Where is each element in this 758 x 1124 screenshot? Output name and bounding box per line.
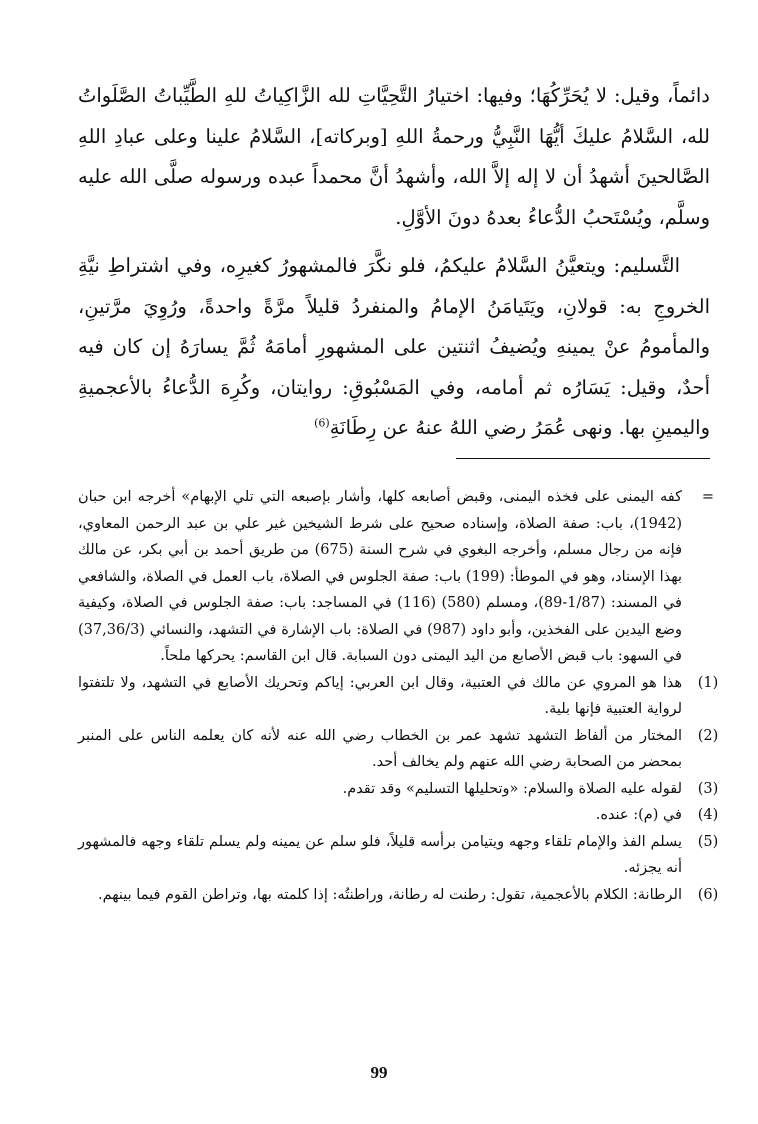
page-number: 99: [370, 1063, 388, 1082]
footnote-item: [78, 829, 734, 882]
footnote-text: يسلم الفذ والإمام تلقاء وجهه ويتيامن برأسه قليلاً، فلو سلم عن يمينه ولم يسلم تلقاء وجهه فالمشهور أنه يجزئه.: [78, 833, 682, 876]
footnote-mark: (3): [697, 780, 719, 797]
footnote-continuation: [78, 484, 734, 670]
main-text: [78, 76, 710, 449]
footnote-separator: [456, 458, 710, 459]
footnote-text: كفه اليمنى على فخذه اليمنى، وقبض أصابعه كلها، وأشار بإصبعه التي تلي الإبهام» أخرجه ابن حبان (1942)، باب: صفة الصلاة، وإسناده صحيح على شرط الشيخين غير علي بن عبد الرحمن المعاوي، فإنه من رجال مسلم، وأخرجه البغوي في شرح السنة (675) من طريق أحمد بن أبي بكر، عن مالك بهذا الإسناد، وهو في الموطأ: (199) باب: صفة الجلوس في الصلاة، باب العمل في الصلاة، والشافعي في المسند: (1/87-89)، ومسلم (580) (116) في المساجد: باب: صفة الجلوس في الصلاة، وكيفية وضع اليدين على الفخذين، وأبو داود (987) في الصلاة: باب الإشارة في التشهد، والنسائي (37,36/3) في السهو: باب قبض الأصابع من اليد اليمنى دون السبابة. قال ابن القاسم: يحركها ملحاً.: [78, 489, 682, 664]
footnote-text: الرطانة: الكلام بالأعجمية، تقول: رطنت له رطانة، وراطنتُه: إذا كلمته بها، وتراطن القوم فيما بينهم.: [97, 886, 682, 903]
main-paragraph: [78, 76, 710, 238]
footnote-item: [78, 802, 734, 829]
paragraph-text: دائماً، وقيل: لا يُحَرِّكُهَا؛ وفيها: اختيارُ التَّحِيَّاتِ لله الزَّاكِياتُ للهِ الطَّيِّباتُ الصَّلَواتُ لله، السَّلامُ عليكَ أيُّهَا النَّبِيُّ ورحمةُ اللهِ [وبركاته]، السَّلامُ علينا وعلى عبادِ اللهِ الصَّالحينَ أشهدُ أن لا إله إلاَّ الله، وأشهدُ أنَّ محمداً عبده ورسوله صلَّى الله عليه وسلَّم، ويُسْتَحبُ الدُّعاءُ بعدهُ دونَ الأوَّلِ.: [78, 84, 710, 229]
footnote-item: [78, 670, 734, 723]
footnote-mark: (2): [697, 727, 719, 744]
footnote-item: [78, 723, 734, 776]
footnote-mark: (1): [697, 674, 719, 691]
footnote-mark: (6): [697, 886, 719, 903]
footnotes: [78, 484, 734, 908]
footnote-item: [78, 882, 734, 909]
paragraph-text: التَّسليم: ويتعيَّنُ السَّلامُ عليكمُ، فلو نكَّرَ فالمشهورُ كغيرِه، وفي اشتراطِ نيَّةِ الخروجِ به: قولانِ، ويَتَيامَنُ الإمامُ والمنفردُ قليلاً مرَّةً واحدةً، ورُوِيَ مرَّتينِ، والمأمومُ عنْ يمينهِ ويُضيفُ اثنتين على المشهورِ أمامَهُ ثُمَّ يسارَهُ إن كان فيه أحدٌ، وقيل: يَسَارُه ثم أمامه، وفي المَسْبُوقِ: روايتان، وكُرِهَ الدُّعاءُ بالأعجميةِ واليمينِ بها. ونهى عُمَرُ رضي اللهُ عنهُ عن رِطَانَةِ: [78, 254, 710, 439]
footnote-mark: =: [701, 489, 715, 505]
footnote-text: في (م): عنده.: [595, 807, 682, 823]
footnote-mark: (4): [697, 807, 719, 823]
footnote-ref: (6): [314, 416, 330, 430]
footnote-mark: (5): [697, 833, 719, 850]
footnote-text: هذا هو المروي عن مالك في العتبية، وقال ابن العربي: إياكم وتحريك الأصابع في التشهد، ولا تلتفتوا لرواية العتبية فإنها بلية.: [78, 674, 682, 717]
footnote-item: [78, 776, 734, 803]
footnote-text: المختار من ألفاظ التشهد تشهد عمر بن الخطاب رضي الله عنه لأنه كان يعلمه الناس على المنبر بمحضر من الصحابة رضي الله عنهم ولم يخالف أحد.: [78, 727, 682, 770]
footnote-text: لقوله عليه الصلاة والسلام: «وتحليلها التسليم» وقد تقدم.: [342, 780, 682, 797]
main-paragraph: [78, 246, 710, 449]
